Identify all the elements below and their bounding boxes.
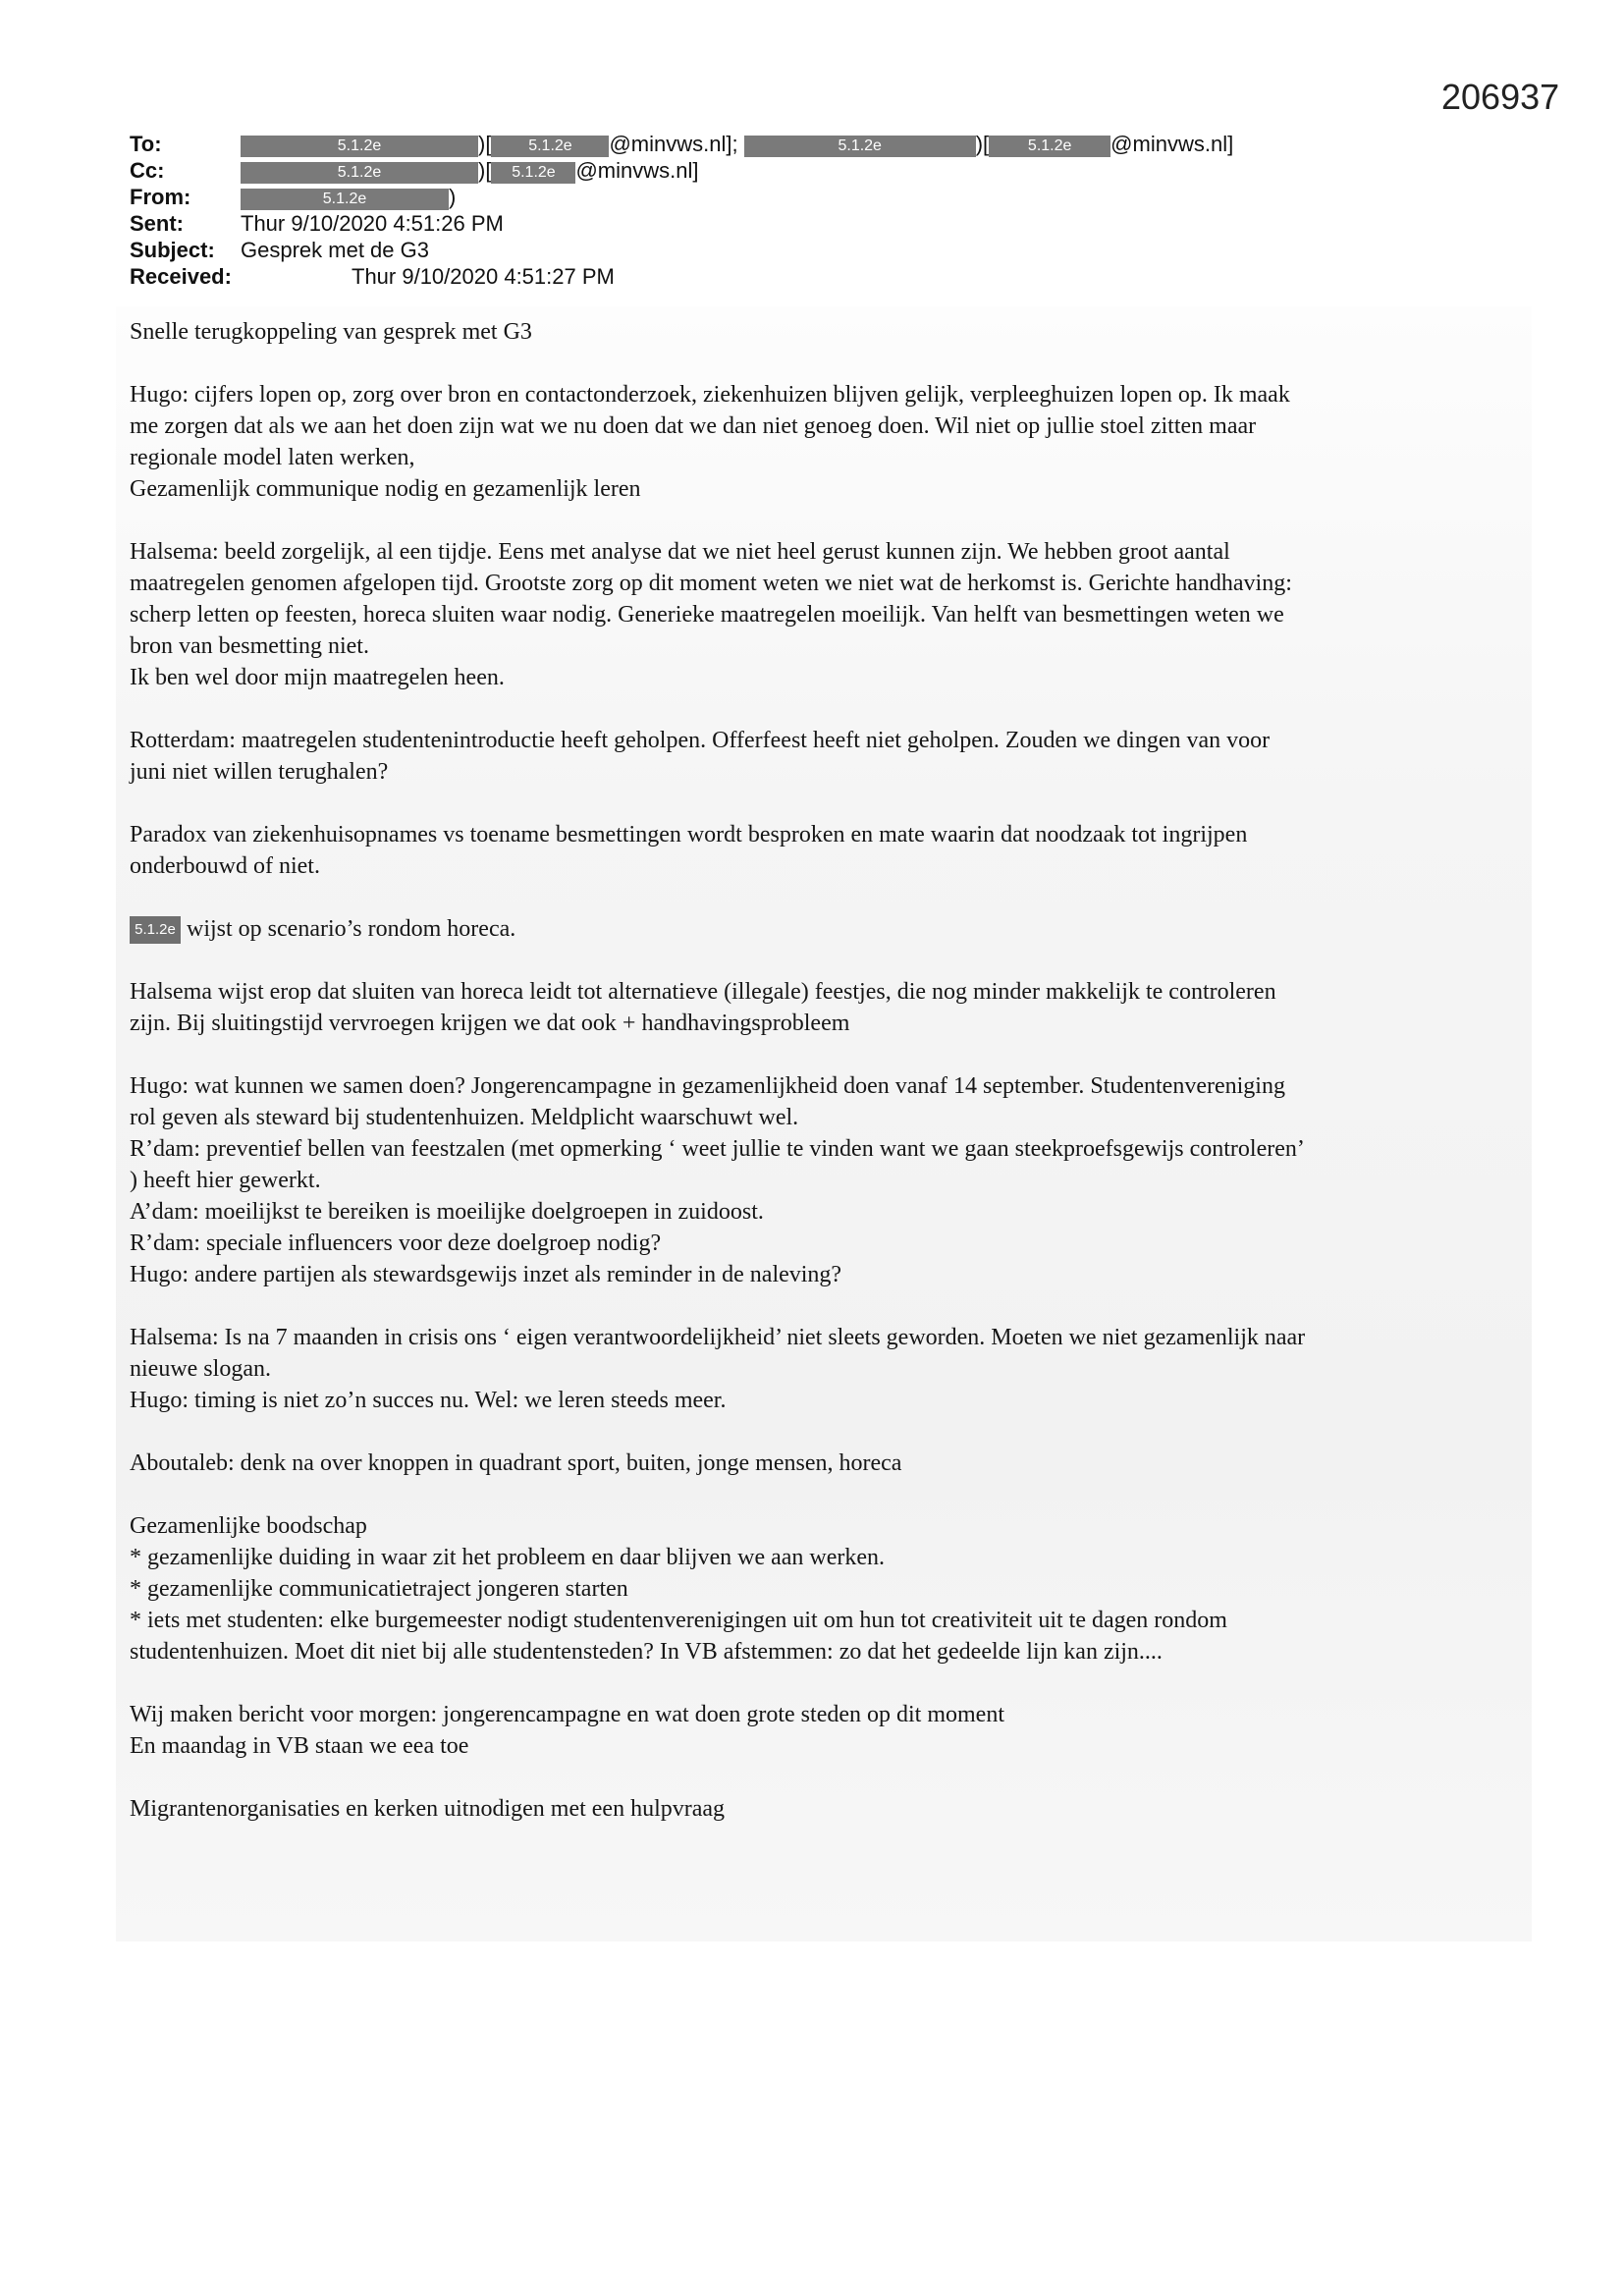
sent-row <box>130 210 1308 237</box>
subject-row <box>130 237 1308 263</box>
paragraph: Rotterdam: maatregelen studentenintroductie heeft geholpen. Offerfeest heeft niet geholpen. Zouden we dingen van voor juni niet willen terughalen? <box>130 728 1271 785</box>
redaction-block: 5.1.2e <box>744 136 976 157</box>
message-body <box>130 316 1524 1856</box>
sent-label: Sent: <box>130 211 184 236</box>
paragraph: Aboutaleb: denk na over knoppen in quadrant sport, buiten, jonge mensen, horeca <box>130 1450 902 1476</box>
cc-domain: @minvws.nl] <box>575 158 699 183</box>
redaction-block: 5.1.2e <box>241 136 478 157</box>
bracket: )[ <box>478 132 492 156</box>
to-value <box>241 131 1233 157</box>
redaction-block: 5.1.2e <box>491 136 609 157</box>
paragraph <box>130 913 1524 945</box>
document-id: 206937 <box>1441 77 1560 117</box>
paragraph: Halsema wijst erop dat sluiten van horeca leidt tot alternatieve (illegale) feestjes, die nog minder makkelijk te controleren zijn. Bij sluitingstijd vervroegen krijgen we dat ook + handhavingsprobleem <box>130 979 1276 1036</box>
from-label: From: <box>130 185 191 209</box>
subject-label: Subject: <box>130 238 215 262</box>
redaction-block: 5.1.2e <box>241 162 478 184</box>
to-row <box>130 131 1308 157</box>
paragraph: Halsema: beeld zorgelijk, al een tijdje. Eens met analyse dat we niet heel gerust kunnen zijn. We hebben groot aantal maatregelen genomen afgelopen tijd. Grootste zorg op dit moment weten we niet wat de herkomst is. Gerichte handhaving: scherp letten op feesten, horeca sluiten waar nodig. Generieke maatregelen moeilijk. Van helft van besmettingen weten we bron van besmetting niet. Ik ben wel door mijn maatregelen heen. <box>130 539 1292 690</box>
paragraph: Wij maken bericht voor morgen: jongerencampagne en wat doen grote steden op dit moment En maandag in VB staan we eea toe <box>130 1702 1004 1759</box>
received-row <box>130 263 1308 290</box>
from-value <box>241 184 456 210</box>
from-row <box>130 184 1308 210</box>
email-header <box>130 131 1308 290</box>
redaction-block: 5.1.2e <box>989 136 1110 157</box>
received-value: Thur 9/10/2020 4:51:27 PM <box>352 264 615 289</box>
redaction-block: 5.1.2e <box>130 916 181 944</box>
paragraph: Hugo: cijfers lopen op, zorg over bron en contactonderzoek, ziekenhuizen blijven gelijk, verpleeghuizen lopen op. Ik maak me zorgen dat als we aan het doen zijn wat we nu doen dat we dan niet genoeg doen. Wil niet op jullie stoel zitten maar regionale model laten werken, Gezamenlijk communique nodig en gezamenlijk leren <box>130 382 1290 502</box>
bracket: ) <box>449 185 457 209</box>
paragraph: Gezamenlijke boodschap * gezamenlijke duiding in waar zit het probleem en daar blijven we aan werken. * gezamenlijke communicatietraject jongeren starten * iets met studenten: elke burgemeester nodigt studentenverenigingen uit om hun tot creativiteit uit te dagen rondom studentenhuizen. Moet dit niet bij alle studentensteden? In VB afstemmen: zo dat het gedeelde lijn kan zijn.... <box>130 1513 1227 1665</box>
paragraph: Snelle terugkoppeling van gesprek met G3 <box>130 319 532 345</box>
to-domain: @minvws.nl] <box>1110 132 1234 156</box>
paragraph-text: wijst op scenario’s rondom horeca. <box>187 916 516 942</box>
paragraph: Hugo: wat kunnen we samen doen? Jongerencampagne in gezamenlijkheid doen vanaf 14 september. Studentenvereniging rol geven als steward bij studentenhuizen. Meldplicht waarschuwt wel. R’dam: preventief bellen van feestzalen (met opmerking ‘ weet jullie te vinden want we gaan steekproefsgewijs controleren’ ) heeft hier gewerkt. A’dam: moeilijkst te bereiken is moeilijke doelgroepen in zuidoost. R’dam: speciale influencers voor deze doelgroep nodig? Hugo: andere partijen als stewardsgewijs inzet als reminder in de naleving? <box>130 1073 1305 1287</box>
cc-label: Cc: <box>130 158 165 183</box>
paragraph: Halsema: Is na 7 maanden in crisis ons ‘ eigen verantwoordelijkheid’ niet sleets geworden. Moeten we niet gezamenlijk naar nieuwe slogan. Hugo: timing is niet zo’n succes nu. Wel: we leren steeds meer. <box>130 1325 1306 1413</box>
subject-value: Gesprek met de G3 <box>241 238 429 262</box>
paragraph: Paradox van ziekenhuisopnames vs toename besmettingen wordt besproken en mate waarin dat noodzaak tot ingrijpen onderbouwd of niet. <box>130 822 1248 879</box>
to-label: To: <box>130 132 162 156</box>
sent-value: Thur 9/10/2020 4:51:26 PM <box>241 211 504 236</box>
cc-row <box>130 157 1308 184</box>
bracket: )[ <box>975 132 990 156</box>
received-label: Received: <box>130 264 232 289</box>
redaction-block: 5.1.2e <box>241 189 449 210</box>
cc-value <box>241 157 698 184</box>
paragraph: Migrantenorganisaties en kerken uitnodigen met een hulpvraag <box>130 1796 726 1822</box>
redaction-block: 5.1.2e <box>491 162 575 184</box>
to-domain: @minvws.nl]; <box>609 132 738 156</box>
bracket: )[ <box>478 158 492 183</box>
